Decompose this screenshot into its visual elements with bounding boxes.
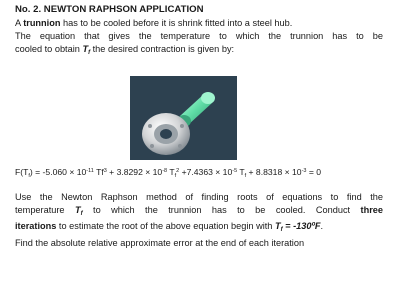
trunnion-hub-figure: [130, 76, 237, 160]
initial-guess-sub: f: [280, 227, 283, 234]
eq-term-2-exp: 2: [176, 168, 180, 174]
eq-term-3: +7.4363 × 10: [179, 167, 233, 177]
eq-term-4: + 8.8318 × 10: [246, 167, 302, 177]
trunnion-hub-illustration: [130, 76, 237, 160]
equation-intro-line-2: [15, 43, 383, 60]
initial-guess-symbol: T: [274, 221, 281, 232]
slide-title: No. 2. NEWTON RAPHSON APPLICATION: [15, 4, 204, 15]
task-line-3-bold: iterations: [15, 221, 57, 232]
eq-lhs: F(T: [15, 167, 29, 177]
eq-term-2: + 3.8292 × 10: [106, 167, 163, 177]
eq-lhs-close: ) = -5.060 × 10: [29, 167, 87, 177]
eq-exp-1: -11: [86, 168, 94, 174]
intro-paragraph: [15, 17, 383, 30]
eq-lhs-sub: f: [28, 173, 30, 179]
task-line-2-bold: three: [360, 204, 384, 215]
task-line-2: [15, 204, 383, 221]
task-temperature-variable: [75, 205, 83, 215]
task-line-3-mid: to estimate the root of the above equation begin with: [58, 221, 273, 232]
task-line-2-mid: to which the trunnion has to be cooled. Conduct: [93, 204, 351, 215]
task-temperature-sub: f: [80, 210, 83, 217]
task-line-3-end: .: [320, 221, 324, 232]
task-line-2-pre: temperature: [15, 204, 65, 215]
eq-exp-2: -8: [162, 168, 168, 174]
eq-rhs: = 0: [306, 167, 322, 177]
temperature-variable: [82, 44, 90, 54]
equation: [15, 167, 385, 179]
eq-term-3-sub: f: [244, 173, 247, 179]
temperature-variable-sub: f: [88, 49, 91, 56]
eq-exp-3: -5: [232, 168, 238, 174]
eq-term-2-var: T: [167, 167, 175, 177]
initial-guess-value: = -130ºF: [285, 221, 321, 232]
intro-rest: has to be cooled before it is shrink fitted into a steel hub.: [63, 18, 293, 28]
initial-guess: [274, 221, 321, 234]
equation-intro-line-1: The equation that gives the temperature to which the trunnion has to be: [15, 31, 383, 41]
eq-term-3-var: T: [237, 167, 245, 177]
equation-intro-paragraph: [15, 30, 383, 59]
task-line-1: Use the Newton Raphson method of finding roots of equations to find the: [15, 192, 383, 202]
task-line-4: Find the absolute relative approximate error at the end of each iteration: [15, 237, 305, 248]
intro-article: A: [15, 18, 21, 28]
intro-keyword: trunnion: [23, 18, 61, 28]
hub-shape: [142, 113, 190, 155]
temperature-variable-symbol: T: [82, 43, 89, 54]
equation-intro-line-2-pre: cooled to obtain: [15, 43, 80, 54]
eq-term-2-sub: f: [174, 173, 177, 179]
task-paragraph: [15, 191, 383, 249]
task-temperature-symbol: T: [74, 204, 81, 215]
eq-term-1-exp: 3: [103, 168, 107, 174]
eq-term-1-var: Tf: [93, 167, 104, 177]
equation-intro-line-2-post: the desired contraction is given by:: [92, 43, 235, 54]
eq-exp-4: -3: [301, 168, 307, 174]
task-line-3: [15, 220, 383, 237]
